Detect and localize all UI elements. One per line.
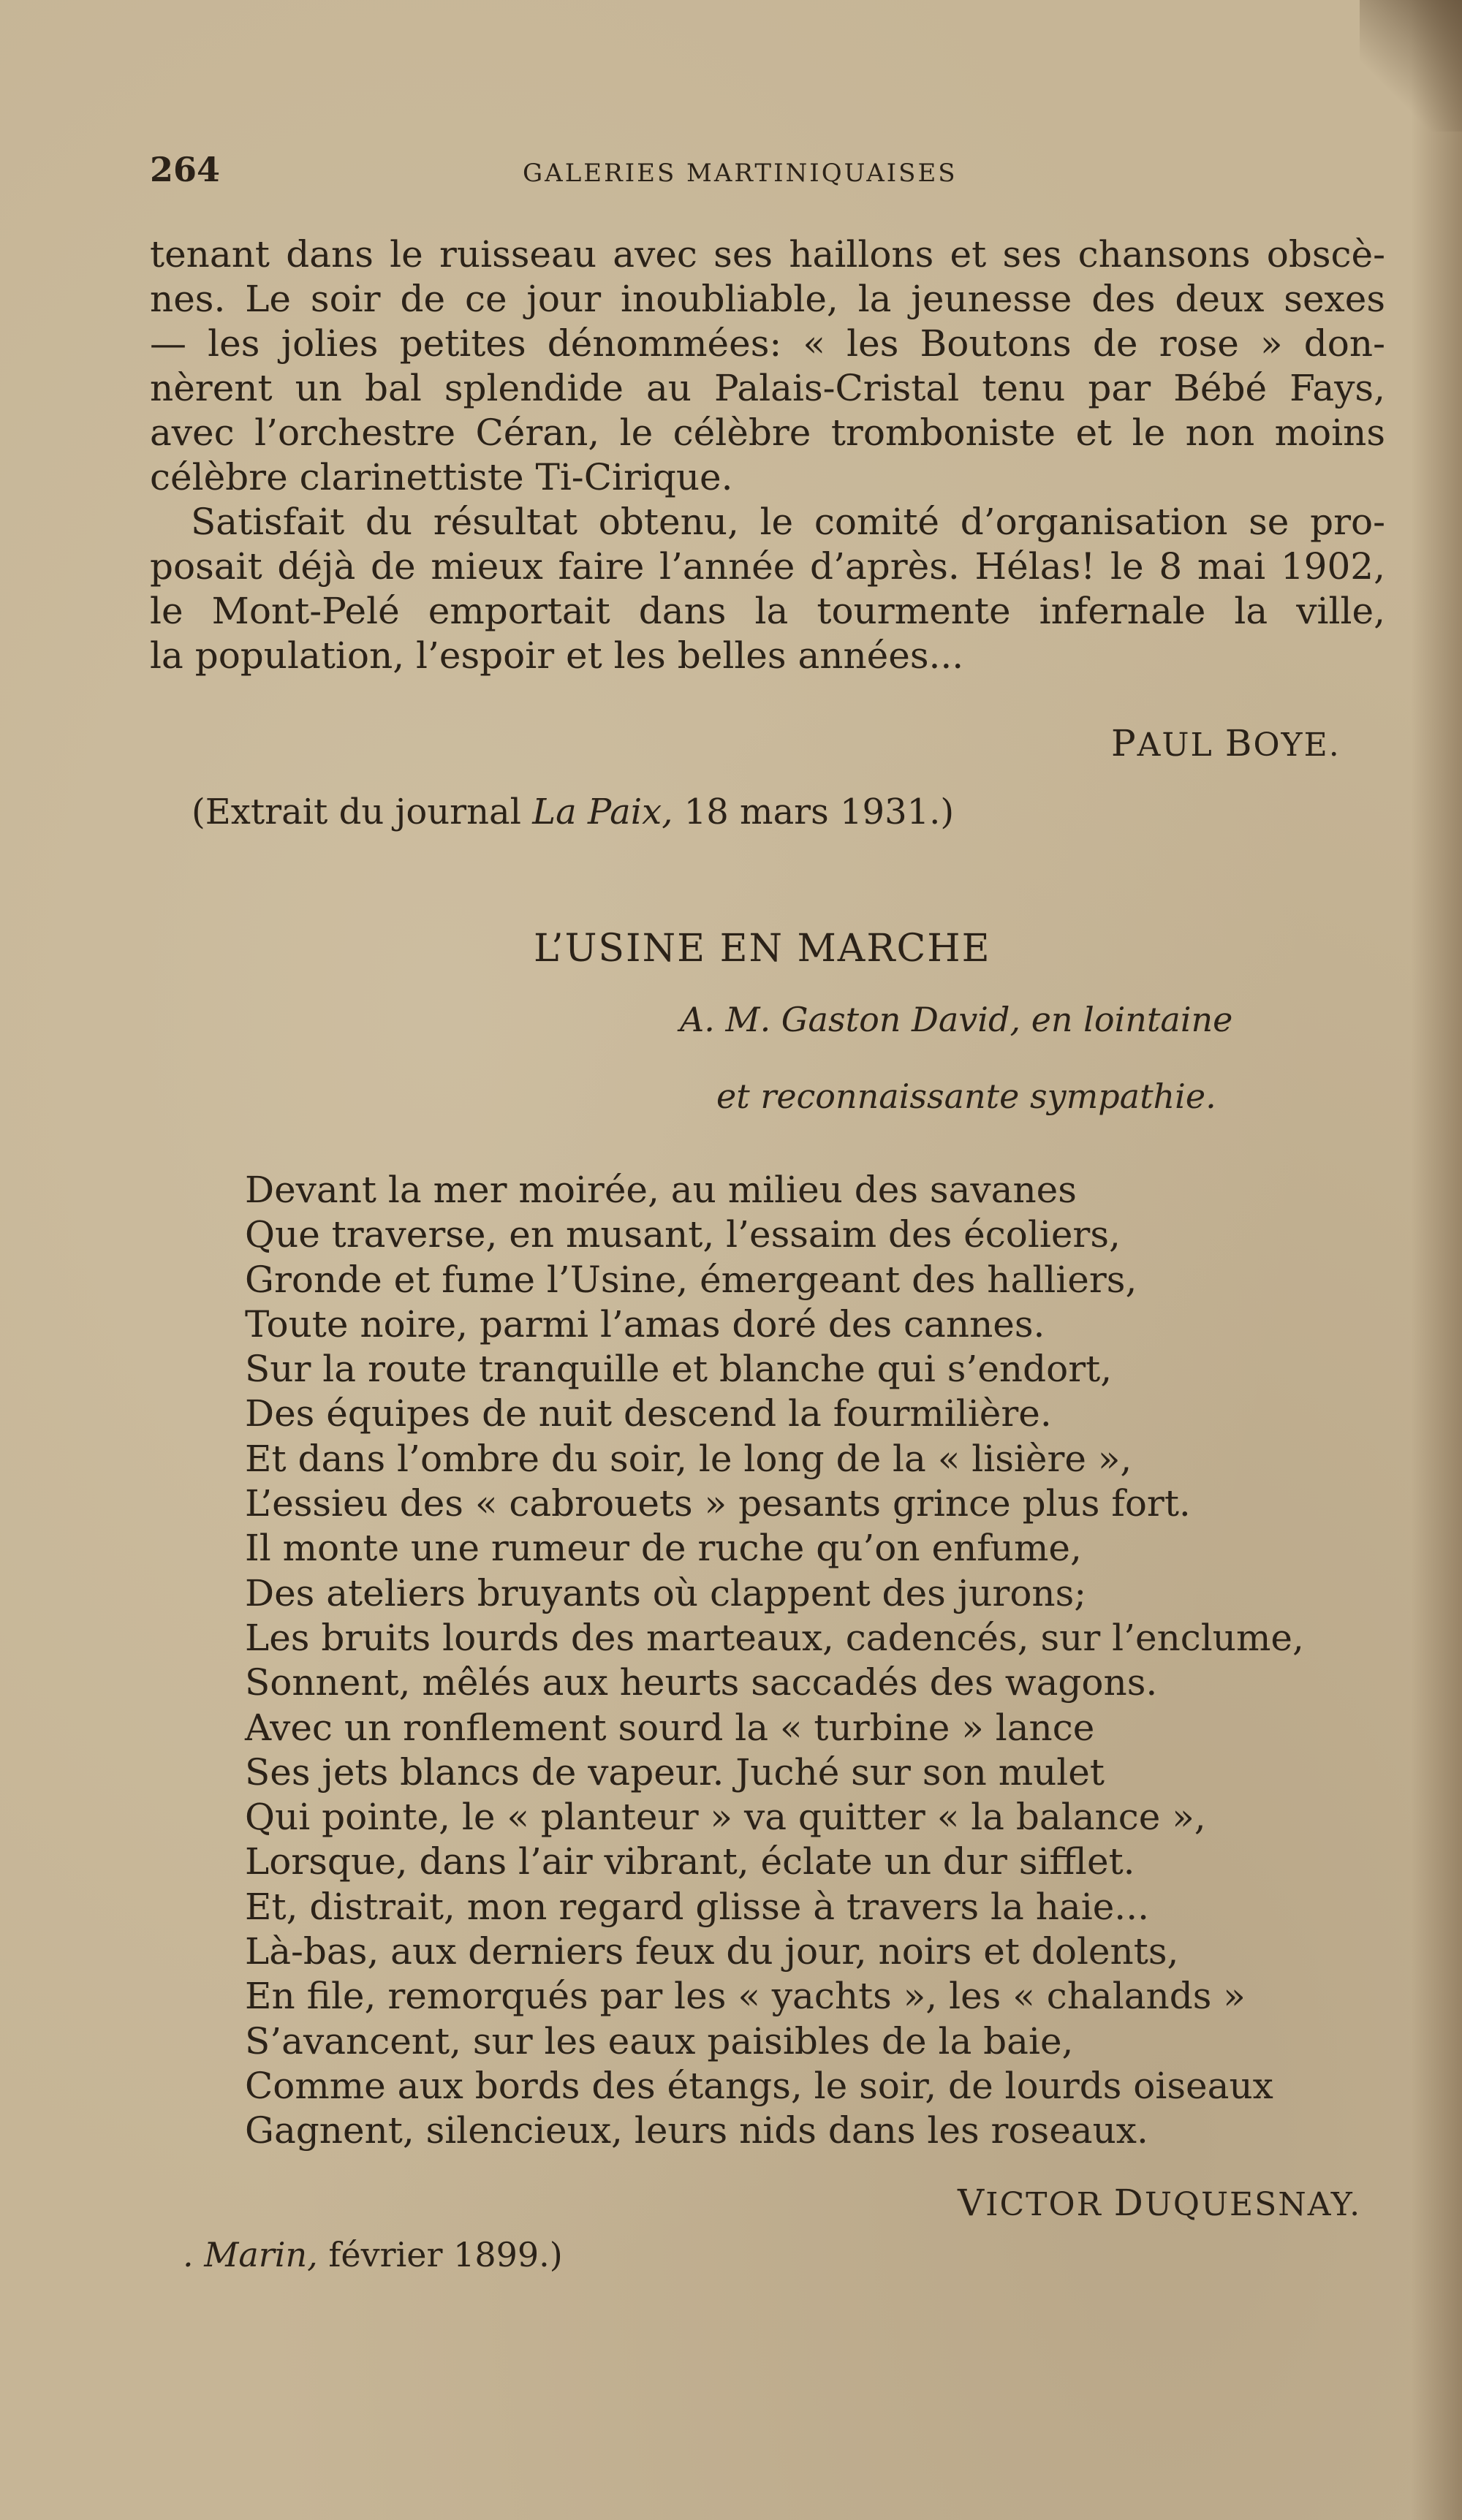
- signature-text: OYE.: [1253, 726, 1341, 764]
- prose-line: nes. Le soir de ce jour inoubliable, la jeunesse des deux sexes: [150, 278, 1385, 320]
- prose-line: nèrent un bal splendide au Palais-Cristal tenu par Bébé Fays,: [150, 367, 1385, 409]
- verse-line: Sur la route tranquille et blanche qui s’endort,: [245, 1348, 1113, 1391]
- date-when: février 1899.): [317, 2235, 563, 2274]
- prose-line: — les jolies petites dénommées: « les Boutons de rose » don-: [150, 322, 1385, 365]
- signature-initial: P: [1111, 722, 1137, 764]
- dedication-line: et reconnaissante sympathie.: [716, 1077, 1216, 1116]
- prose-line: le Mont-Pelé emportait dans la tourmente infernale la ville,: [150, 590, 1385, 632]
- prose-line: célèbre clarinettiste Ti-Cirique.: [150, 456, 733, 498]
- prose-paragraph: [150, 232, 1385, 678]
- verse-line: S’avancent, sur les eaux paisibles de la baie,: [245, 2019, 1074, 2062]
- prose-line: posait déjà de mieux faire l’année d’après. Hélas! le 8 mai 1902,: [150, 545, 1385, 588]
- signature-initial: D: [1113, 2182, 1145, 2224]
- prose-line: la population, l’espoir et les belles années...: [150, 634, 964, 677]
- dedication-line: A. M. Gaston David, en lointaine: [680, 1000, 1233, 1039]
- poem-date: [183, 2235, 563, 2274]
- page-edge-shadow: [1411, 0, 1462, 2520]
- verse-line: Il monte une rumeur de ruche qu’on enfume,: [245, 1527, 1082, 1570]
- verse-line: L’essieu des « cabrouets » pesants grince plus fort.: [245, 1482, 1191, 1525]
- verse-line: Toute noire, parmi l’amas doré des cannes.: [245, 1302, 1045, 1346]
- signature-initial: B: [1224, 722, 1254, 764]
- page-header: [150, 150, 1360, 194]
- signature-text: UQUESNAY.: [1144, 2186, 1362, 2223]
- verse-line: Lorsque, dans l’air vibrant, éclate un dur sifflet.: [245, 1840, 1135, 1883]
- prose-line: avec l’orchestre Céran, le célèbre tromboniste et le non moins: [150, 411, 1385, 454]
- date-place: . Marin,: [183, 2235, 318, 2274]
- verse-line: Là-bas, aux derniers feux du jour, noirs et dolents,: [245, 1930, 1179, 1973]
- verse-line: Et, distrait, mon regard glisse à travers la haie...: [245, 1885, 1149, 1928]
- verse-line: Ses jets blancs de vapeur. Juché sur son mulet: [245, 1750, 1105, 1794]
- verse-line: Et dans l’ombre du soir, le long de la « lisière »,: [245, 1437, 1132, 1480]
- page-corner-wear: [1360, 0, 1462, 132]
- author-signature-duquesnay: [958, 2182, 1361, 2224]
- signature-text: AUL: [1137, 726, 1213, 764]
- source-prefix: (Extrait du journal: [192, 792, 533, 832]
- verse-line: Sonnent, mêlés aux heurts saccadés des wagons.: [245, 1661, 1158, 1704]
- verse-line: Devant la mer moirée, au milieu des savanes: [245, 1169, 1077, 1211]
- running-title: GALERIES MARTINIQUAISES: [523, 159, 958, 188]
- page-number: 264: [150, 150, 221, 189]
- verse-line: Gagnent, silencieux, leurs nids dans les roseaux.: [245, 2109, 1148, 2152]
- verse-line: En file, remorqués par les « yachts », les « chalands »: [245, 1975, 1246, 2018]
- author-signature-boye: [1111, 722, 1341, 764]
- verse-line: Des ateliers bruyants où clappent des jurons;: [245, 1571, 1087, 1614]
- verse-line: Des équipes de nuit descend la fourmilière.: [245, 1392, 1052, 1435]
- prose-line: Satisfait du résultat obtenu, le comité d’organisation se pro-: [191, 501, 1385, 543]
- poem-title: L’USINE EN MARCHE: [534, 927, 991, 971]
- verse-line: Gronde et fume l’Usine, émergeant des halliers,: [245, 1258, 1137, 1301]
- prose-line: tenant dans le ruisseau avec ses haillons et ses chansons obscè-: [150, 233, 1385, 276]
- poem-verses: [245, 1168, 1304, 2154]
- verse-line: Comme aux bords des étangs, le soir, de lourds oiseaux: [245, 2064, 1273, 2107]
- verse-line: Avec un ronflement sourd la « turbine » lance: [245, 1706, 1095, 1749]
- signature-text: ICTOR: [985, 2186, 1102, 2223]
- verse-line: Les bruits lourds des marteaux, cadencés, sur l’enclume,: [245, 1616, 1304, 1659]
- signature-initial: V: [958, 2182, 986, 2224]
- verse-line: Que traverse, en musant, l’essaim des écoliers,: [245, 1213, 1121, 1256]
- source-suffix: 18 mars 1931.): [673, 792, 955, 832]
- source-journal: La Paix,: [532, 792, 673, 832]
- source-citation: [192, 792, 954, 832]
- verse-line: Qui pointe, le « planteur » va quitter « la balance »,: [245, 1796, 1206, 1839]
